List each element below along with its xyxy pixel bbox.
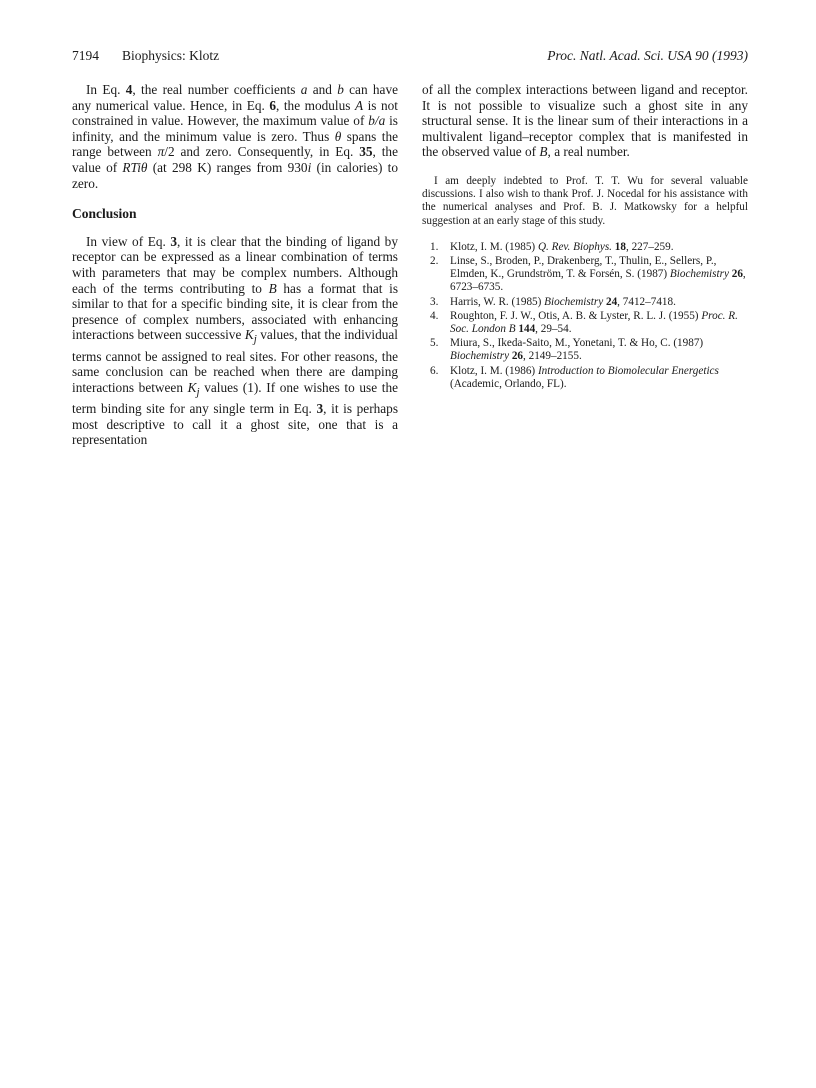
page-header xyxy=(72,48,748,68)
reference-item: 3. Harris, W. R. (1985) Biochemistry 24, 7412–7418. xyxy=(430,295,676,308)
reference-item: 2. Linse, S., Broden, P., Drakenberg, T., Thulin, E., Sellers, P., Elmden, K., Grundström, T. & Forsén, S. (1987) Biochemistry 26, 6723–6735. xyxy=(430,254,746,294)
reference-item: 4. Roughton, F. J. W., Otis, A. B. & Lyster, R. L. J. (1955) Proc. R. Soc. London B 144, 29–54. xyxy=(430,309,738,335)
paragraph-eq4: In Eq. 4, the real number coefficients a and b can have any numerical value. Hence, in Eq. 6, the modulus A is not constrained in value. However, the maximum value of b/a is infinity, and the minimum value is zero. Thus θ spans the range between π/2 and zero. Consequently, in Eq. 35, the value of RTiθ (at 298 K) ranges from 930i (in calories) to zero. xyxy=(72,82,398,191)
reference-item: 6. Klotz, I. M. (1986) Introduction to Biomolecular Energetics (Academic, Orlando, FL). xyxy=(430,364,719,390)
reference-item: 1. Klotz, I. M. (1985) Q. Rev. Biophys. 18, 227–259. xyxy=(430,240,674,253)
reference-list xyxy=(422,241,748,391)
paragraph-conclusion: In view of Eq. 3, it is clear that the binding of ligand by receptor can be expressed as a linear combination of terms with parameters that may be complex numbers. Although each of the terms contributing to B has a format that is similar to that for a specific binding site, it is clear from the presence of complex numbers, associated with enhancing interactions between successive $K_j$ values, that the individual terms cannot be assigned to real sites. For other reasons, the same conclusion can be reached when there are damping interactions between $K_j$ values (1). If one wishes to use the term binding site for any single term in Eq. 3, it is perhaps most descriptive to call it a ghost site, one that is a representation xyxy=(72,233,399,448)
acknowledgment: I am deeply indebted to Prof. T. T. Wu for several valuable discussions. I also wish to thank Prof. J. Nocedal for his assistance with the numerical analyses and Prof. B. J. Matkowsky for a helpful suggestion at an early stage of this study. xyxy=(422,174,748,227)
reference-item: 5. Miura, S., Ikeda-Saito, M., Yonetani, T. & Ho, C. (1987) Biochemistry 26, 2149–2155. xyxy=(430,337,704,363)
section-title: Biophysics: Klotz xyxy=(122,48,220,63)
right-column xyxy=(422,82,748,392)
left-column xyxy=(72,82,398,448)
journal-citation: Proc. Natl. Acad. Sci. USA 90 (1993) xyxy=(547,48,748,63)
conclusion-heading: Conclusion xyxy=(72,206,137,222)
paragraph-continued: of all the complex interactions between ligand and receptor. It is not possible to visualize such a ghost site in any structural sense. It is the linear sum of their interactions in a multivalent ligand–receptor complex that is manifested in the observed value of B, a real number. xyxy=(422,82,748,160)
page-number: 7194 xyxy=(72,48,99,63)
